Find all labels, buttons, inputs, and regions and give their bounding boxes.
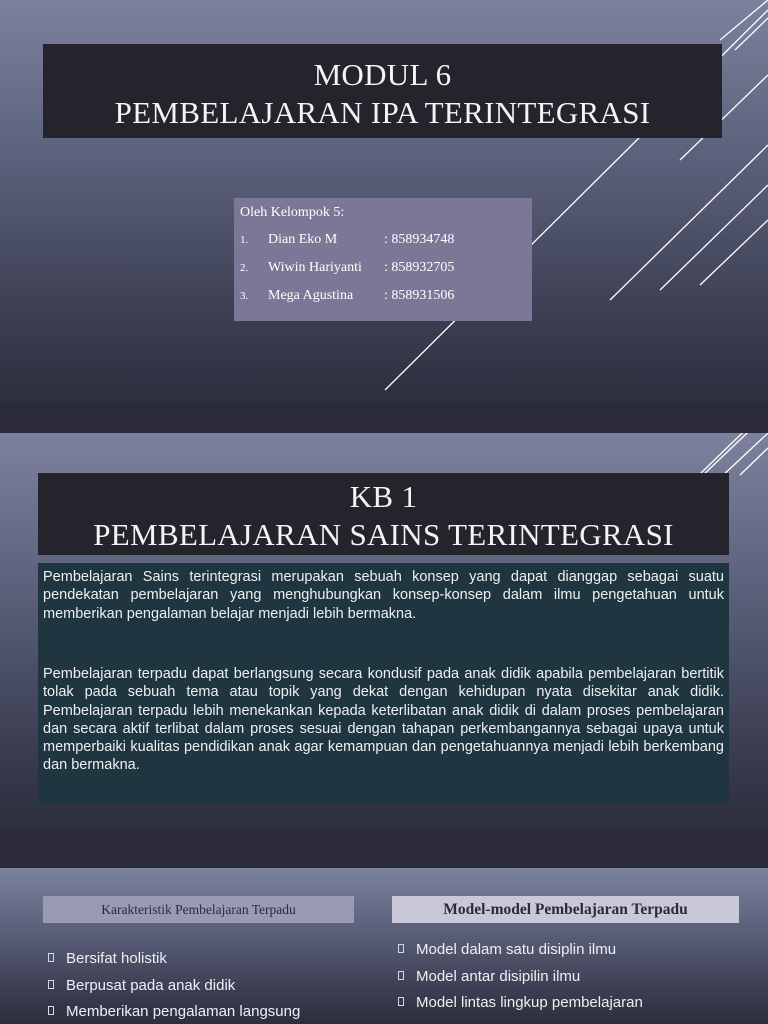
title-line-1: KB 1 — [349, 479, 418, 514]
slide-title — [0, 0, 768, 405]
paragraph-1: Pembelajaran Sains terintegrasi merupakan sebuah konsep yang dapat dianggap sebagai suatu pendekatan pembelajaran yang menghubungkan konsep-konsep dalam ilmu pengetahuan untuk memberikan pengalaman belajar menjadi lebih bermakna. — [43, 569, 724, 622]
authors-heading: Oleh Kelompok 5: — [240, 205, 345, 220]
list-item-label: Memberikan pengalaman langsung — [66, 1003, 301, 1020]
list-item-label: Model dalam satu disiplin ilmu — [416, 941, 617, 958]
title-box — [38, 473, 729, 555]
list-item — [398, 994, 643, 1021]
title-line-2: PEMBELAJARAN IPA TERINTEGRASI — [114, 95, 651, 130]
list-item-label: Bersifat holistik — [66, 950, 167, 967]
author-name: Dian Eko M — [268, 232, 338, 247]
slide-models — [0, 868, 768, 1024]
content-box — [38, 563, 729, 803]
slide-kb1 — [0, 433, 768, 830]
author-number: 3. — [240, 290, 249, 302]
bullet-icon — [48, 980, 54, 989]
author-nim: : 858934748 — [384, 232, 455, 247]
bullet-icon — [48, 953, 54, 962]
left-heading: Karakteristik Pembelajaran Terpadu — [43, 896, 354, 923]
bullet-icon — [398, 997, 404, 1006]
list-item — [398, 968, 643, 995]
bullet-icon — [398, 944, 404, 953]
bullet-icon — [398, 971, 404, 980]
list-item — [48, 1003, 300, 1024]
list-item — [48, 950, 300, 977]
paragraph-2: Pembelajaran terpadu dapat berlangsung secara kondusif pada anak didik apabila pembelajaran bertitik tolak pada sebuah tema atau topik yang dekat dengan kehidupan nyata disekitar anak didik. Pembelajaran terpadu lebih menekankan kepada keterlibatan anak didik di dalam proses pembelajaran dan secara aktif terlibat dalam proses sesuai dengan tahapan perkembangannya sebagai upaya untuk memperbaiki kualitas pendidikan anak agar kemampuan dan pengetahuannya menjadi lebih berkembang dan bermakna. — [43, 666, 724, 774]
authors-box — [234, 198, 532, 321]
title-line-1: MODUL 6 — [313, 57, 452, 92]
list-item — [48, 977, 300, 1004]
list-item-label: Model antar disipilin ilmu — [416, 967, 581, 985]
bullet-icon — [48, 1006, 54, 1015]
author-nim: : 858931506 — [384, 288, 455, 303]
author-number: 1. — [240, 234, 249, 246]
author-name: Mega Agustina — [268, 288, 354, 303]
left-bullet-list — [48, 950, 300, 1024]
right-heading: Model-model Pembelajaran Terpadu — [392, 896, 739, 923]
list-item-label: Berpusat pada anak didik — [66, 976, 236, 994]
list-item — [398, 941, 643, 968]
title-line-2: PEMBELAJARAN SAINS TERINTEGRASI — [93, 517, 674, 552]
author-nim: : 858932705 — [384, 260, 455, 275]
author-number: 2. — [240, 262, 249, 274]
title-box — [43, 44, 722, 138]
author-name: Wiwin Hariyanti — [268, 260, 362, 275]
right-bullet-list — [398, 941, 643, 1021]
list-item-label: Model lintas lingkup pembelajaran — [416, 994, 643, 1011]
